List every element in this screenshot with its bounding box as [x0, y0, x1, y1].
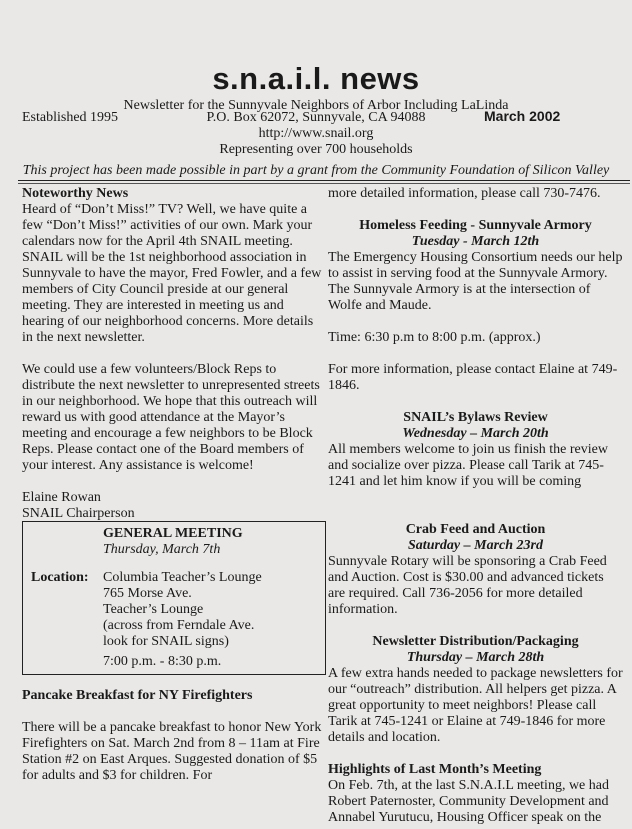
- volunteers-body: We could use a few volunteers/Block Reps to distribute the next newsletter to unrepresented streets in our neighborhood. We hope that this outreach will reward us with good attendance at the Mayor’s meeting and encourage a few neighbors to be Block Reps. Please contact one of the Board members of your interest. Any assistance is welcome!: [22, 362, 320, 473]
- homeless-contact: For more information, please contact Elaine at 749-1846.: [328, 362, 618, 393]
- signature-name: Elaine Rowan: [22, 490, 101, 505]
- meeting-date: Thursday, March 7th: [103, 542, 221, 557]
- crab-date: Saturday – March 23rd: [408, 538, 543, 553]
- general-meeting-box: [22, 521, 326, 675]
- homeless-heading: Homeless Feeding - Sunnyvale Armory: [359, 218, 592, 233]
- newsletter-subtitle: Newsletter for the Sunnyvale Neighbors of Arbor Including LaLinda: [123, 98, 509, 113]
- masthead: [0, 62, 632, 114]
- left-column: [22, 186, 322, 522]
- noteworthy-body: Heard of “Don’t Miss!” TV? Well, we have quite a few “Don’t Miss!” activities of our own. Mark your calendars now for the April 4th SNAIL meeting. SNAIL will be the 1st neighborhood association in Sunnyvale to have the mayor, Fred Fowler, and a few members of City Council preside at our general meeting. They are interested in meeting us and hearing of our neighborhood concerns. More details in the next newsletter.: [22, 202, 322, 345]
- grant-line: This project has been made possible in part by a grant from the Community Foundation of Silicon Valley: [22, 163, 610, 178]
- homeless-time: Time: 6:30 p.m to 8:00 p.m. (approx.): [328, 330, 541, 345]
- crab-body: Sunnyvale Rotary will be sponsoring a Crab Feed and Auction. Cost is $30.00 and advanced tickets are required. Call 736-2056 for more detailed information.: [328, 554, 607, 617]
- location-label: Location:: [31, 570, 89, 585]
- location-line: (across from Ferndale Ave.: [103, 618, 255, 633]
- bylaws-date: Wednesday – March 20th: [402, 426, 549, 441]
- homeless-date: Tuesday - March 12th: [411, 234, 540, 249]
- established-year: Established 1995: [22, 110, 119, 125]
- pancake-heading: Pancake Breakfast for NY Firefighters: [22, 688, 253, 703]
- issue-date: March 2002: [484, 108, 561, 124]
- location-line: 765 Morse Ave.: [103, 586, 192, 601]
- pancake-body: There will be a pancake breakfast to honor New York Firefighters on Sat. March 2nd from 8 – 11am at Fire Station #2 on East Arques. Suggested donation of $5 for adults and $3 for children. For: [22, 720, 322, 783]
- location-line: Columbia Teacher’s Lounge: [103, 570, 262, 585]
- header-rule: [18, 180, 630, 181]
- highlights-heading: Highlights of Last Month’s Meeting: [328, 762, 542, 777]
- po-box-address: P.O. Box 62072, Sunnyvale, CA 94088: [206, 110, 426, 125]
- location-line: look for SNAIL signs): [103, 634, 229, 649]
- signature-title: SNAIL Chairperson: [22, 506, 135, 521]
- bylaws-heading: SNAIL’s Bylaws Review: [403, 410, 548, 425]
- distribution-date: Thursday – March 28th: [406, 650, 545, 665]
- meeting-heading: GENERAL MEETING: [103, 526, 243, 541]
- meeting-time: 7:00 p.m. - 8:30 p.m.: [103, 654, 222, 669]
- highlights-body: On Feb. 7th, at the last S.N.A.I.L meeting, we had Robert Paternoster, Community Development and Annabel Yurutucu, Housing Officer speak on the: [328, 778, 609, 825]
- noteworthy-heading: Noteworthy News: [22, 186, 129, 201]
- distribution-heading: Newsletter Distribution/Packaging: [372, 634, 579, 649]
- location-line: Teacher’s Lounge: [103, 602, 204, 617]
- website-url: http://www.snail.org: [258, 126, 374, 141]
- homeless-body: The Emergency Housing Consortium needs our help to assist in serving food at the Sunnyvale Armory. The Sunnyvale Armory is at the intersection of Wolfe and Maude.: [328, 250, 623, 313]
- right-column: [328, 186, 623, 826]
- header-rule-secondary: [18, 183, 630, 184]
- distribution-body: A few extra hands needed to package newsletters for our “outreach” distribution. All helpers get pizza. A great opportunity to meet neighbors! Please call Tarik at 745-1241 or Elaine at 749-1846 for more details and location.: [328, 666, 623, 745]
- location-lines: [103, 570, 262, 650]
- newsletter-title: s.n.a.i.l. news: [212, 61, 420, 96]
- bylaws-body: All members welcome to join us finish the review and socialize over pizza. Please call Tarik at 745-1241 and let him know if you will be coming: [328, 442, 608, 489]
- households-line: Representing over 700 households: [219, 142, 413, 157]
- continued-line: more detailed information, please call 730-7476.: [328, 186, 601, 201]
- pancake-section: [22, 688, 322, 784]
- crab-heading: Crab Feed and Auction: [405, 522, 546, 537]
